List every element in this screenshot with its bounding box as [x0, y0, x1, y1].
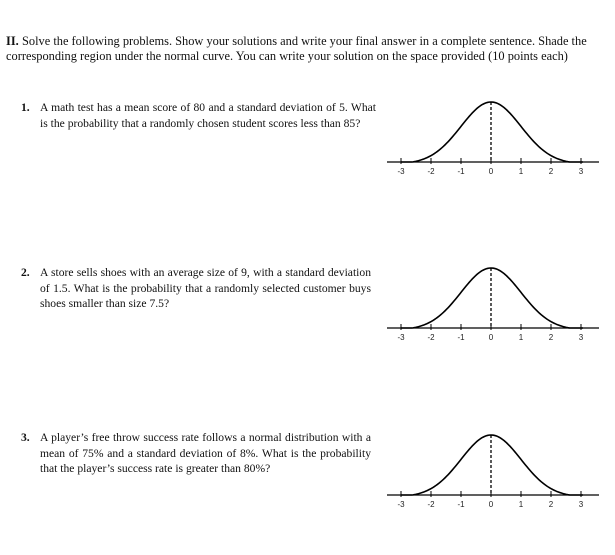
problem-3 [21, 430, 371, 477]
bell-curve [401, 102, 583, 162]
axis-tick-label: 1 [518, 333, 524, 342]
axis-tick-label: 0 [488, 500, 494, 509]
axis-tick-label: 1 [518, 500, 524, 509]
axis-tick-label: 2 [548, 333, 554, 342]
axis-tick-label: 3 [578, 500, 584, 509]
section-number: II. [6, 34, 19, 48]
problem-text: A player’s free throw success rate follows a normal distribution with a mean of 75% and a standard deviation of 8%. What is the probability that the player’s success rate is greater than 80%? [40, 431, 371, 476]
axis-tick-label: 3 [578, 333, 584, 342]
normal-curve-svg [387, 92, 599, 182]
problem-1 [21, 100, 376, 131]
axis-tick-label: 0 [488, 333, 494, 342]
axis-tick-label: -3 [397, 167, 405, 176]
problem-number: 1. [21, 101, 30, 114]
axis-tick-label: 2 [548, 500, 554, 509]
axis-tick-label: 1 [518, 167, 524, 176]
normal-curve-3 [387, 425, 599, 515]
axis-tick-label: 2 [548, 167, 554, 176]
normal-curve-svg [387, 258, 599, 348]
bell-curve [401, 435, 583, 495]
problem-number: 3. [21, 431, 30, 444]
axis-tick-label: -1 [457, 333, 465, 342]
axis-tick-label: -3 [397, 333, 405, 342]
normal-curve-2 [387, 258, 599, 348]
axis-tick-label: -2 [427, 333, 435, 342]
axis-tick-label: -3 [397, 500, 405, 509]
section-instructions [6, 34, 602, 64]
problem-text: A store sells shoes with an average size of 9, with a standard deviation of 1.5. What is the probability that a randomly selected customer buys shoes smaller than size 7.5? [40, 266, 371, 311]
axis-tick-label: 0 [488, 167, 494, 176]
problem-2 [21, 265, 371, 312]
axis-tick-label: -1 [457, 500, 465, 509]
normal-curve-1 [387, 92, 599, 182]
bell-curve [401, 268, 583, 328]
axis-tick-label: -2 [427, 500, 435, 509]
problem-text: A math test has a mean score of 80 and a standard deviation of 5. What is the probability that a randomly chosen student scores less than 85? [40, 101, 376, 130]
axis-tick-label: -2 [427, 167, 435, 176]
problem-number: 2. [21, 266, 30, 279]
axis-tick-label: -1 [457, 167, 465, 176]
normal-curve-svg [387, 425, 599, 515]
section-instructions-text: Solve the following problems. Show your solutions and write your final answer in a complete sentence. Shade the corresponding region under the normal curve. You can write your solution on the space provided (10 points each) [6, 34, 587, 63]
axis-tick-label: 3 [578, 167, 584, 176]
